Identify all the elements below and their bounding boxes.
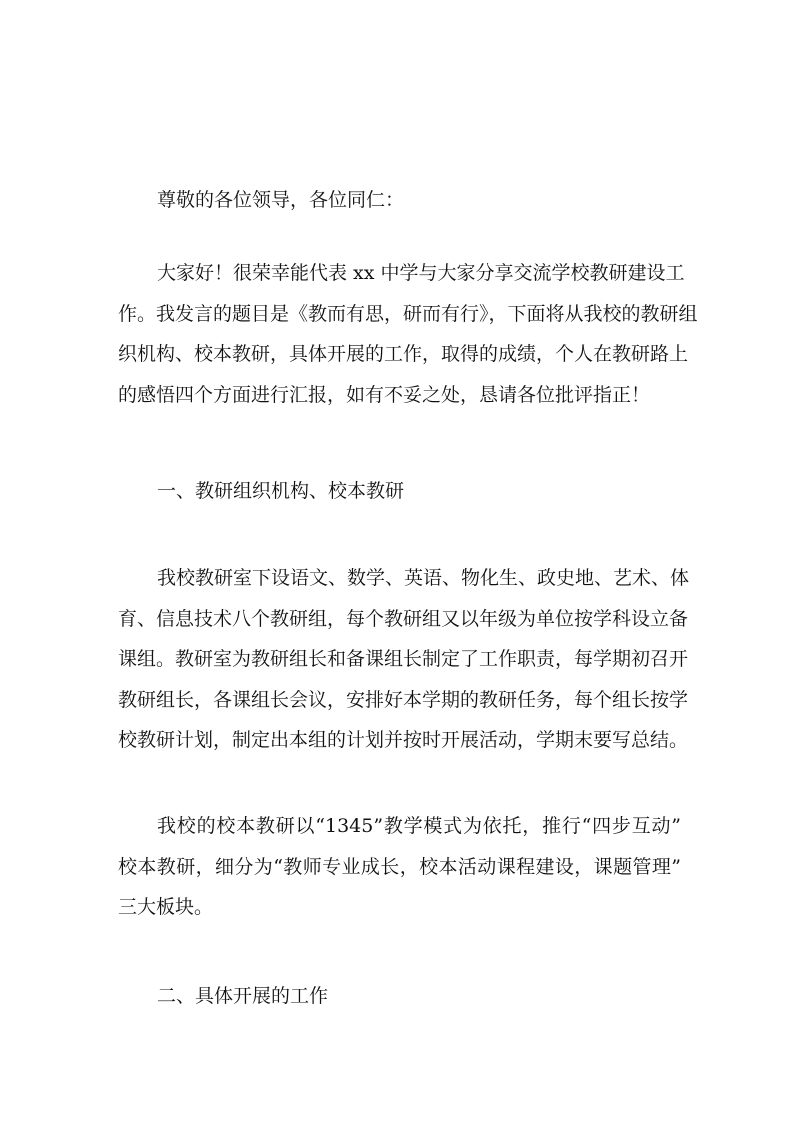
heading-text: 一、教研组织机构、校本教研: [157, 480, 405, 502]
text-line: 我校教研室下设语文、数学、英语、物化生、政史地、艺术、体: [157, 567, 690, 589]
text-line: 教研组长，各课组长会议，安排好本学期的教研任务，每个组长按学: [118, 688, 689, 711]
text-line: 校教研计划，制定出本组的计划并按时开展活动，学期末要写总结。: [118, 729, 689, 751]
text-line: 育、信息技术八个教研组，每个教研组又以年级为单位按学科设立备: [118, 607, 689, 630]
section-heading-1: [118, 471, 681, 512]
paragraph-intro: [118, 253, 698, 415]
paragraph-model: [118, 806, 681, 928]
text-line: 课组。教研室为教研组长和备课组长制定了工作职责，每学期初召开: [118, 648, 689, 670]
text-line: 大家好！很荣幸能代表 xx 中学与大家分享交流学校教研建设工: [157, 262, 685, 284]
text-line: 作。我发言的题目是《教而有思，研而有行》，下面将从我校的教研组: [118, 302, 698, 325]
text-line: 的感悟四个方面进行汇报，如有不妥之处，恳请各位批评指正！: [118, 383, 651, 406]
text-line: 校本教研，细分为“教师专业成长，校本活动课程建设，课题管理”: [118, 855, 681, 878]
paragraph-org: [118, 558, 690, 761]
greeting: [118, 180, 681, 221]
section-heading-2: [118, 976, 681, 1017]
greeting-text: 尊敬的各位领导，各位同仁：: [157, 189, 405, 211]
heading-text: 二、具体开展的工作: [157, 985, 329, 1007]
text-line: 织机构、校本教研，具体开展的工作，取得的成绩，个人在教研路上: [118, 343, 689, 365]
text-line: 我校的校本教研以“1345”教学模式为依托，推行“四步互动”: [157, 815, 681, 837]
text-line: 三大板块。: [118, 896, 214, 918]
